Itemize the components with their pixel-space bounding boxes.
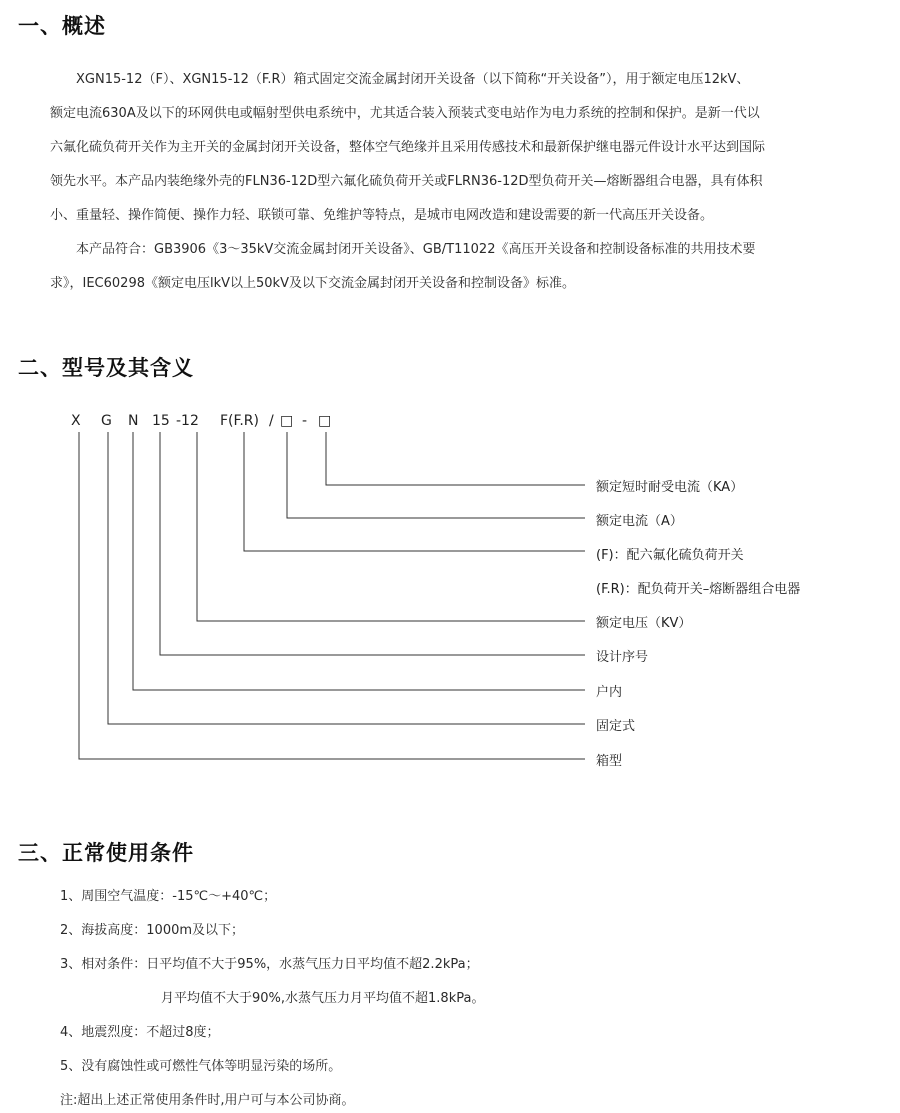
conditions-note: 注:超出上述正常使用条件时,用户可与本公司协商。 — [60, 1093, 355, 1108]
leader-line-design — [160, 432, 585, 655]
code-char-g: G — [101, 413, 112, 429]
legend-sf6-switch: (F)：配六氟化硫负荷开关 — [596, 548, 744, 563]
condition-temperature: 1、周围空气温度：-15℃～+40℃； — [60, 889, 277, 904]
legend-box-type: 箱型 — [596, 754, 623, 769]
condition-seismic: 4、地震烈度：不超过8度； — [60, 1025, 220, 1040]
code-withstand-box: □ — [318, 413, 332, 429]
overview-line: 六氟化硫负荷开关作为主开关的金属封闭开关设备，整体空气绝缘并且采用传感技术和最新保护继电器元件设计水平达到国际 — [50, 140, 766, 155]
code-char-x: X — [71, 413, 81, 429]
leader-line-switch — [244, 432, 585, 551]
code-design-number: 15 — [152, 413, 170, 429]
code-slash: / — [269, 413, 274, 429]
code-char-n: N — [128, 413, 139, 429]
legend-indoor: 户内 — [596, 685, 623, 700]
code-voltage: -12 — [176, 413, 199, 429]
overview-line: XGN15-12（F）、XGN15-12（F.R）箱式固定交流金属封闭开关设备（以下简称“开关设备”），用于额定电压12kV、 — [76, 72, 750, 87]
leader-line-box — [79, 432, 585, 759]
leader-line-voltage — [197, 432, 585, 621]
legend-design-number: 设计序号 — [596, 650, 649, 665]
legend-withstand-current: 额定短时耐受电流（KA） — [596, 480, 744, 495]
condition-humidity-monthly: 月平均值不大于90%,水蒸气压力月平均值不超1.8kPa。 — [161, 991, 485, 1006]
standards-line: 本产品符合：GB3906《3～35kV交流金属封闭开关设备》、GB/T11022《高压开关设备和控制设备标准的共用技术要 — [76, 242, 756, 257]
overview-line: 小、重量轻、操作简便、操作力轻、联锁可靠、免维护等特点，是城市电网改造和建设需要的新一代高压开关设备。 — [50, 208, 714, 223]
standards-line: 求》，IEC60298《额定电压lkV以上50kV及以下交流金属封闭开关设备和控制设备》标准。 — [50, 276, 575, 291]
legend-fixed-type: 固定式 — [596, 719, 636, 734]
section-title-conditions: 三、正常使用条件 — [18, 841, 194, 865]
legend-fuse-combination: (F.R)：配负荷开关–熔断器组合电器 — [596, 582, 801, 597]
condition-humidity-daily: 3、相对条件：日平均值不大于95%，水蒸气压力日平均值不超2.2kPa； — [60, 957, 479, 972]
legend-rated-current: 额定电流（A） — [596, 514, 683, 529]
code-current-box: □ — [280, 413, 294, 429]
leader-line-indoor — [133, 432, 585, 690]
leader-line-current — [287, 432, 585, 518]
overview-line: 领先水平。本产品内装绝缘外壳的FLN36-12D型六氟化硫负荷开关或FLRN36-12D型负荷开关—熔断器组合电器，具有体积 — [50, 174, 763, 189]
condition-environment: 5、没有腐蚀性或可燃性气体等明显污染的场所。 — [60, 1059, 342, 1074]
overview-line: 额定电流630A及以下的环网供电或幅射型供电系统中，尤其适合装入预装式变电站作为电力系统的控制和保护。是新一代以 — [50, 106, 760, 121]
legend-rated-voltage: 额定电压（KV） — [596, 616, 692, 631]
section-title-overview: 一、概述 — [18, 14, 106, 38]
condition-altitude: 2、海拔高度：1000m及以下； — [60, 923, 245, 938]
code-dash: - — [302, 413, 308, 429]
code-switch-type: F(F.R) — [220, 413, 259, 429]
section-title-model: 二、型号及其含义 — [18, 356, 194, 380]
leader-line-fixed — [108, 432, 585, 724]
leader-line-withstand — [326, 432, 585, 485]
